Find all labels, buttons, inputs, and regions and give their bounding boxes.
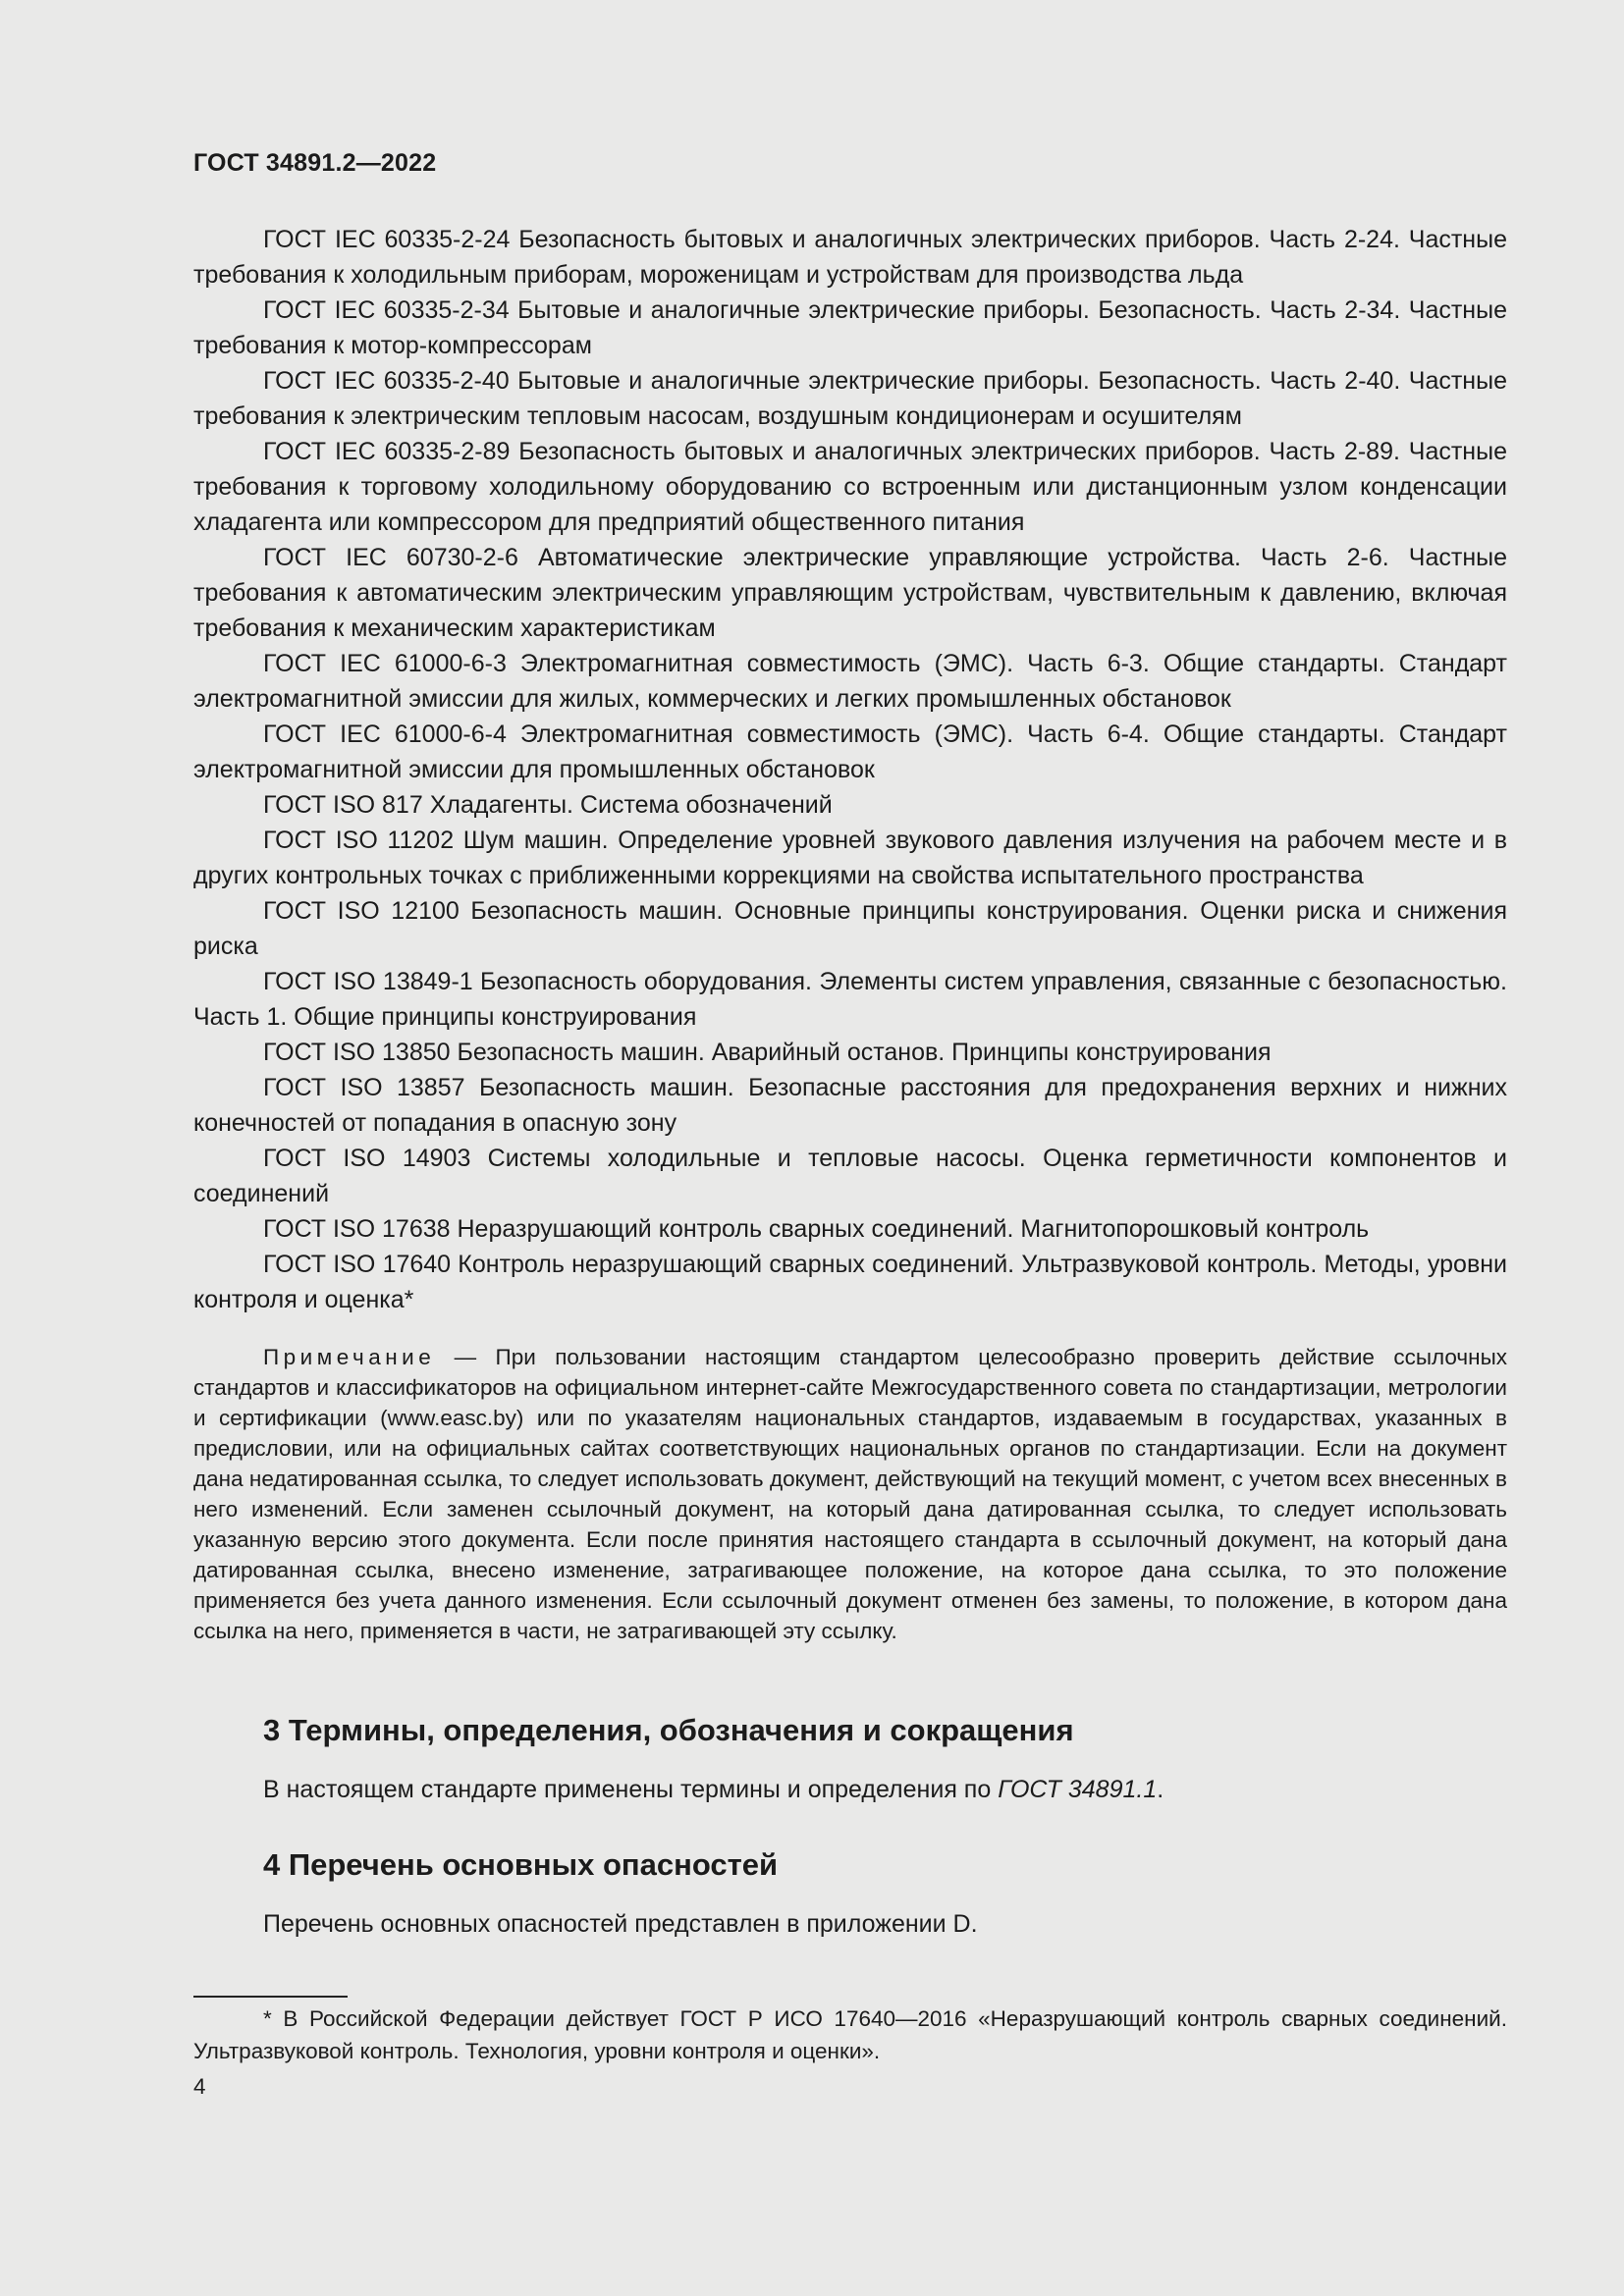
reference-item: ГОСТ IEC 60335-2-40 Бытовые и аналогичные электрические приборы. Безопасность. Часть 2-40. Частные требования к электрическим тепловым насосам, воздушным кондиционерам и осушителям [193,367,1507,430]
reference-item: ГОСТ IEC 60335-2-24 Безопасность бытовых и аналогичных электрических приборов. Часть 2-24. Частные требования к холодильным приборам, мороженицам и устройствам для производства льда [193,226,1507,289]
normative-references-list [193,222,1507,1317]
section-3-text-after: . [1157,1776,1164,1803]
reference-item: ГОСТ ISO 17640 Контроль неразрушающий сварных соединений. Ультразвуковой контроль. Методы, уровни контроля и оценка* [193,1251,1507,1313]
section-3-text [263,1776,1164,1804]
footnote-separator [193,1996,348,1998]
section-4-text: Перечень основных опасностей представлен в приложении D. [263,1910,978,1938]
reference-item: ГОСТ ISO 17638 Неразрушающий контроль сварных соединений. Магнитопорошковый контроль [263,1215,1370,1243]
footnote: * В Российской Федерации действует ГОСТ Р ИСО 17640—2016 «Неразрушающий контроль сварных соединений. Ультразвуковой контроль. Технология, уровни контроля и оценки». [193,2006,1507,2063]
document-header: ГОСТ 34891.2—2022 [193,149,437,177]
note-text: — При пользовании настоящим стандартом целесообразно проверить действие ссылочных стандартов и классификаторов на официальном интернет-сайте Межгосударственного совета по стандартизации, метрологии и сертификации (www.easc.by) или по указателям национальных стандартов, издаваемым в государствах, указанных в предисловии, или на официальных сайтах соответствующих национальных органов по стандартизации. Если на документ дана недатированная ссылка, то следует использовать документ, действующий на текущий момент, с учетом всех внесенных в него изменений. Если заменен ссылочный документ, на который дана датированная ссылка, то следует использовать указанную версию этого документа. Если после принятия настоящего стандарта в ссылочный документ, на который дана датированная ссылка, внесено изменение, затрагивающее положение, на которое дана ссылка, то это положение применяется без учета данного изменения. Если ссылочный документ отменен без замены, то положение, в котором дана ссылка на него, применяется в части, не затрагивающей эту ссылку. [193,1345,1507,1643]
reference-item: ГОСТ ISO 817 Хладагенты. Система обозначений [263,791,833,819]
note-paragraph [193,1342,1507,1646]
reference-item: ГОСТ ISO 13850 Безопасность машин. Аварийный останов. Принципы конструирования [263,1039,1272,1066]
section-4-title: 4 Перечень основных опасностей [263,1847,779,1882]
reference-item: ГОСТ ISO 12100 Безопасность машин. Основные принципы конструирования. Оценки риска и снижения риска [193,897,1507,960]
reference-item: ГОСТ IEC 61000-6-4 Электромагнитная совместимость (ЭМС). Часть 6-4. Общие стандарты. Стандарт электромагнитной эмиссии для промышленных обстановок [193,721,1507,783]
page-number: 4 [193,2074,206,2099]
reference-item: ГОСТ IEC 61000-6-3 Электромагнитная совместимость (ЭМС). Часть 6-3. Общие стандарты. Стандарт электромагнитной эмиссии для жилых, коммерческих и легких промышленных обстановок [193,650,1507,713]
section-3-standard-ref: ГОСТ 34891.1 [998,1776,1158,1803]
reference-item: ГОСТ ISO 11202 Шум машин. Определение уровней звукового давления излучения на рабочем месте и в других контрольных точках с приближенными коррекциями на свойства испытательного пространства [193,827,1507,889]
reference-item: ГОСТ IEC 60335-2-34 Бытовые и аналогичные электрические приборы. Безопасность. Часть 2-34. Частные требования к мотор-компрессорам [193,296,1507,359]
reference-item: ГОСТ ISO 13849-1 Безопасность оборудования. Элементы систем управления, связанные с безопасностью. Часть 1. Общие принципы конструирования [193,968,1507,1031]
reference-item: ГОСТ ISO 14903 Системы холодильные и тепловые насосы. Оценка герметичности компонентов и соединений [193,1145,1507,1207]
reference-item: ГОСТ IEC 60335-2-89 Безопасность бытовых и аналогичных электрических приборов. Часть 2-89. Частные требования к торговому холодильному оборудованию со встроенным или дистанционным узлом конденсации хладагента или компрессором для предприятий общественного питания [193,438,1507,536]
reference-item: ГОСТ ISO 13857 Безопасность машин. Безопасные расстояния для предохранения верхних и нижних конечностей от попадания в опасную зону [193,1074,1507,1137]
section-3-title: 3 Термины, определения, обозначения и сокращения [263,1713,1074,1747]
note-label: Примечание [263,1345,436,1369]
reference-item: ГОСТ IEC 60730-2-6 Автоматические электрические управляющие устройства. Часть 2-6. Частные требования к автоматическим электрическим управляющим устройствам, чувствительным к давлению, включая требования к механическим характеристикам [193,544,1507,642]
section-3-text-before: В настоящем стандарте применены термины и определения по [263,1776,999,1803]
